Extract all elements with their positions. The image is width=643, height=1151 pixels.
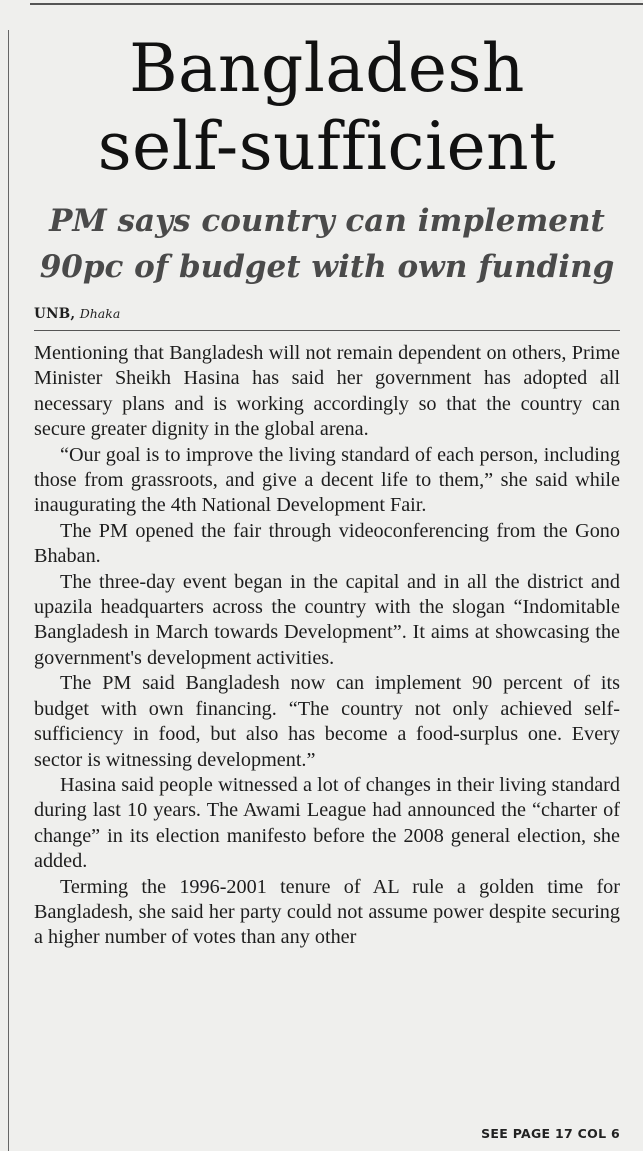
news-article: [34, 0, 620, 1151]
column-rule: [8, 30, 9, 1151]
paragraph: The PM opened the fair through videoconferencing from the Gono Bhaban.: [34, 519, 620, 568]
byline-place: Dhaka: [79, 306, 121, 321]
subheadline: [34, 198, 620, 290]
paragraph: The PM said Bangladesh now can implement 90 percent of its budget with own financing. “The country not only achieved self-sufficiency in food, but also has become a food-surplus one. Every sector is witnessing development.”: [34, 672, 620, 771]
headline: [34, 0, 620, 186]
paragraph: Terming the 1996-2001 tenure of AL rule a golden time for Bangladesh, she said her party could not assume power despite securing a higher number of votes than any other: [34, 875, 620, 949]
byline-agency: UNB,: [34, 306, 76, 322]
headline-line-1: Bangladesh: [129, 30, 525, 107]
article-body: [34, 341, 620, 951]
byline: [34, 304, 620, 331]
paragraph: “Our goal is to improve the living standard of each person, including those from grassroots, and give a decent life to them,” she said while inaugurating the 4th National Development Fair.: [34, 443, 620, 517]
paragraph: Mentioning that Bangladesh will not remain dependent on others, Prime Minister Sheikh Hasina has said her government has adopted all necessary plans and is working accordingly so that the country can secure greater dignity in the global arena.: [34, 342, 620, 441]
headline-line-2: self-sufficient: [97, 108, 557, 185]
subheadline-line-2: 90pc of budget with own funding: [39, 249, 615, 285]
paragraph: The three-day event began in the capital and in all the district and upazila headquarters across the country with the slogan “Indomitable Bangladesh in March towards Development”. It aims at showcasing the government's development activities.: [34, 570, 620, 669]
paragraph: Hasina said people witnessed a lot of changes in their living standard during last 10 years. The Awami League had announced the “charter of change” in its election manifesto before the 2008 general election, she added.: [34, 773, 620, 873]
continued-on-page-note: SEE PAGE 17 COL 6: [481, 1126, 620, 1141]
subheadline-line-1: PM says country can implement: [49, 203, 605, 239]
